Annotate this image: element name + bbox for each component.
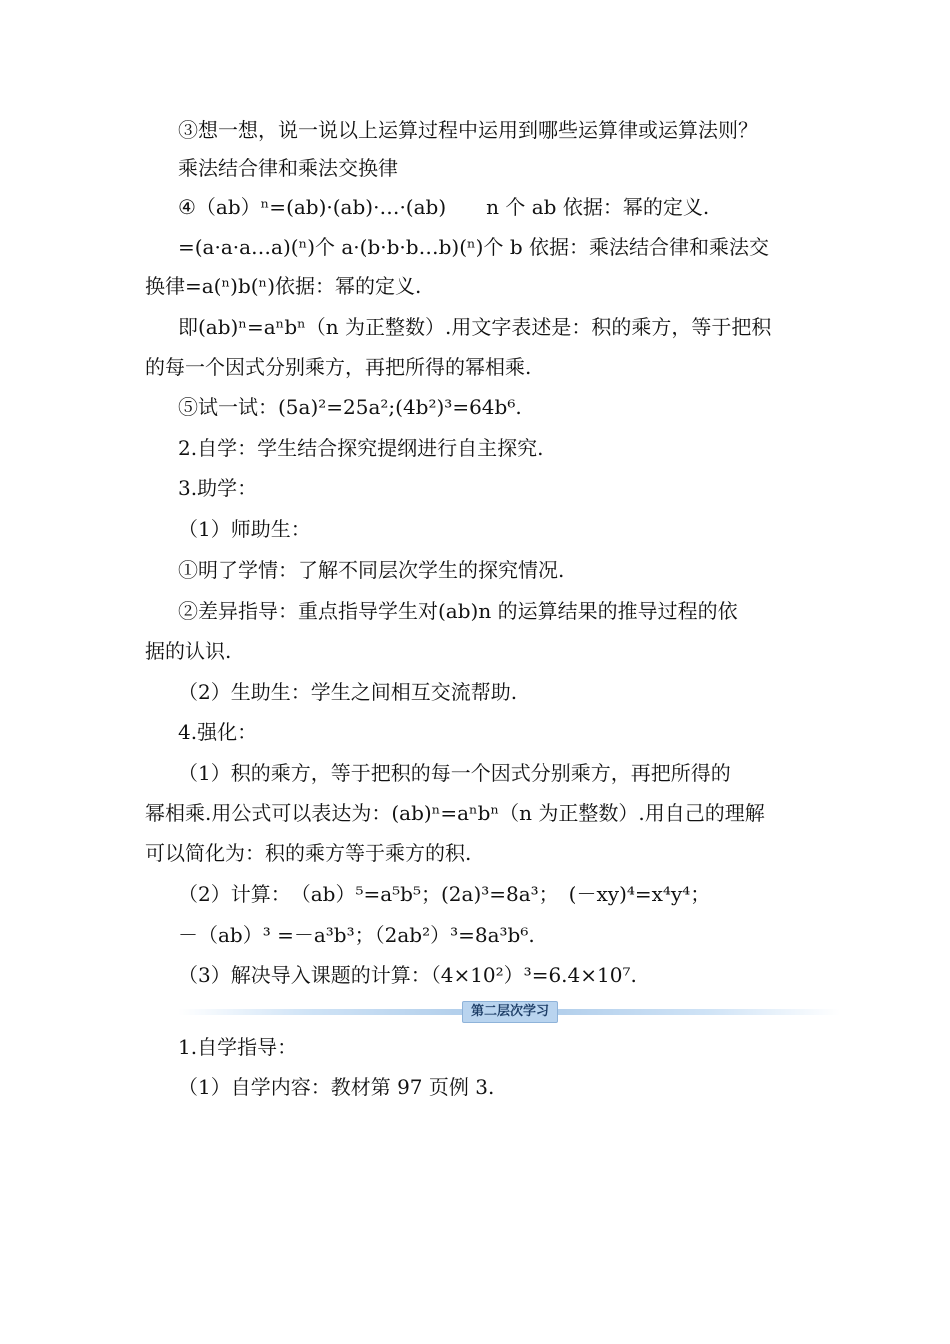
text-line: 换律=a(ⁿ)b(ⁿ)依据：幂的定义. [145,274,422,298]
text-line: 幂相乘.用公式可以表达为：(ab)ⁿ=aⁿbⁿ（n 为正整数）.用自己的理解 [145,801,765,825]
text-line: 2.自学：学生结合探究提纲进行自主探究. [178,436,544,460]
text-line: （1）师助生： [178,517,311,541]
text-line: ④（ab）ⁿ=(ab)·(ab)·…·(ab) n 个 ab 依据：幂的定义. [178,195,710,219]
text-line: ①明了学情：了解不同层次学生的探究情况. [178,558,565,582]
text-line: （1）自学内容：教材第 97 页例 3. [178,1075,495,1099]
text-line: －（ab）³ =－a³b³；（2ab²）³=8a³b⁶. [178,923,535,947]
text-line: （2）计算： （ab）⁵=a⁵b⁵；(2a)³=8a³； (－xy)⁴=x⁴y⁴； [178,882,711,906]
text-line: （1）积的乘方，等于把积的每一个因式分别乘方，再把所得的 [178,761,731,785]
text-line: （3）解决导入课题的计算：（4×10²）³=6.4×10⁷. [178,963,637,987]
text-line: 的每一个因式分别乘方，再把所得的幂相乘. [145,355,532,379]
text-line: （2）生助生：学生之间相互交流帮助. [178,680,518,704]
text-line: ③想一想，说一说以上运算过程中运用到哪些运算律或运算法则？ [178,118,758,142]
text-line: ⑤试一试：(5a)²=25a²;(4b²)³=64b⁶. [178,395,522,419]
text-line: 3.助学： [178,476,258,500]
banner-label: 第二层次学习 [462,1001,558,1023]
text-line: 即(ab)ⁿ=aⁿbⁿ（n 为正整数）.用文字表述是：积的乘方，等于把积 [178,315,772,339]
text-line: 4.强化： [178,720,258,744]
text-line: ②差异指导：重点指导学生对(ab)n 的运算结果的推导过程的依 [178,599,738,623]
text-line: 1.自学指导： [178,1035,298,1059]
text-line: 可以简化为：积的乘方等于乘方的积. [145,841,472,865]
section-banner [178,1001,840,1021]
text-line: 乘法结合律和乘法交换律 [178,156,398,180]
text-line: =(a·a·a…a)(ⁿ)个 a·(b·b·b…b)(ⁿ)个 b 依据：乘法结合律和乘法交 [178,235,769,259]
text-line: 据的认识. [145,639,232,663]
